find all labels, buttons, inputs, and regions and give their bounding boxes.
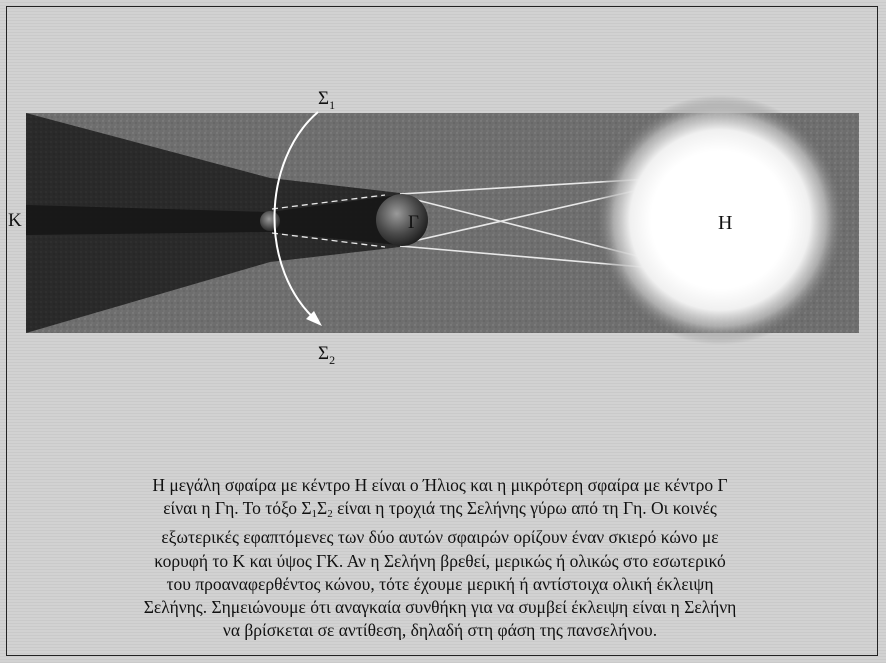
moon <box>260 211 280 231</box>
label-arc-end: $\Sigma_2$ <box>318 343 336 367</box>
figure-caption <box>60 474 820 642</box>
caption-line-7: να βρίσκεται σε αντίθεση, δηλαδή στη φάση της πανσελήνου. <box>222 620 658 641</box>
caption-line-1: Η μεγάλη σφαίρα με κέντρο Η είναι ο Ήλιος και η μικρότερη σφαίρα με κέντρο Γ <box>152 475 728 495</box>
caption-line-6: Σελήνης. Σημειώνουμε ότι αναγκαία συνθήκη για να συμβεί έκλειψη είναι η Σελήνη <box>143 597 737 618</box>
label-earth: Γ <box>408 212 419 233</box>
caption-line-3: εξωτερικές εφαπτόμενες των δύο αυτών σφαιρών ορίζουν έναν σκιερό κώνο με <box>161 527 719 548</box>
earth <box>376 194 428 246</box>
label-arc-start: $\Sigma_1$ <box>318 88 336 112</box>
caption-line-4: κορυφή το Κ και ύψος ΓΚ. Αν η Σελήνη βρεθεί, μερικώς ή ολικώς στο εσωτερικό <box>154 550 726 571</box>
caption-line-5: του προαναφερθέντος κώνου, τότε έχουμε μερική ή αντίστοιχα ολική έκλειψη <box>166 573 714 594</box>
label-sun: Η <box>718 212 733 234</box>
caption-line-2: είναι η Γη. Το τόξο $\Sigma_1\Sigma_2$ είναι η τροχιά της Σελήνης γύρω από τη Γη. Οι κοινές <box>163 498 717 521</box>
label-apex: K <box>8 210 22 231</box>
